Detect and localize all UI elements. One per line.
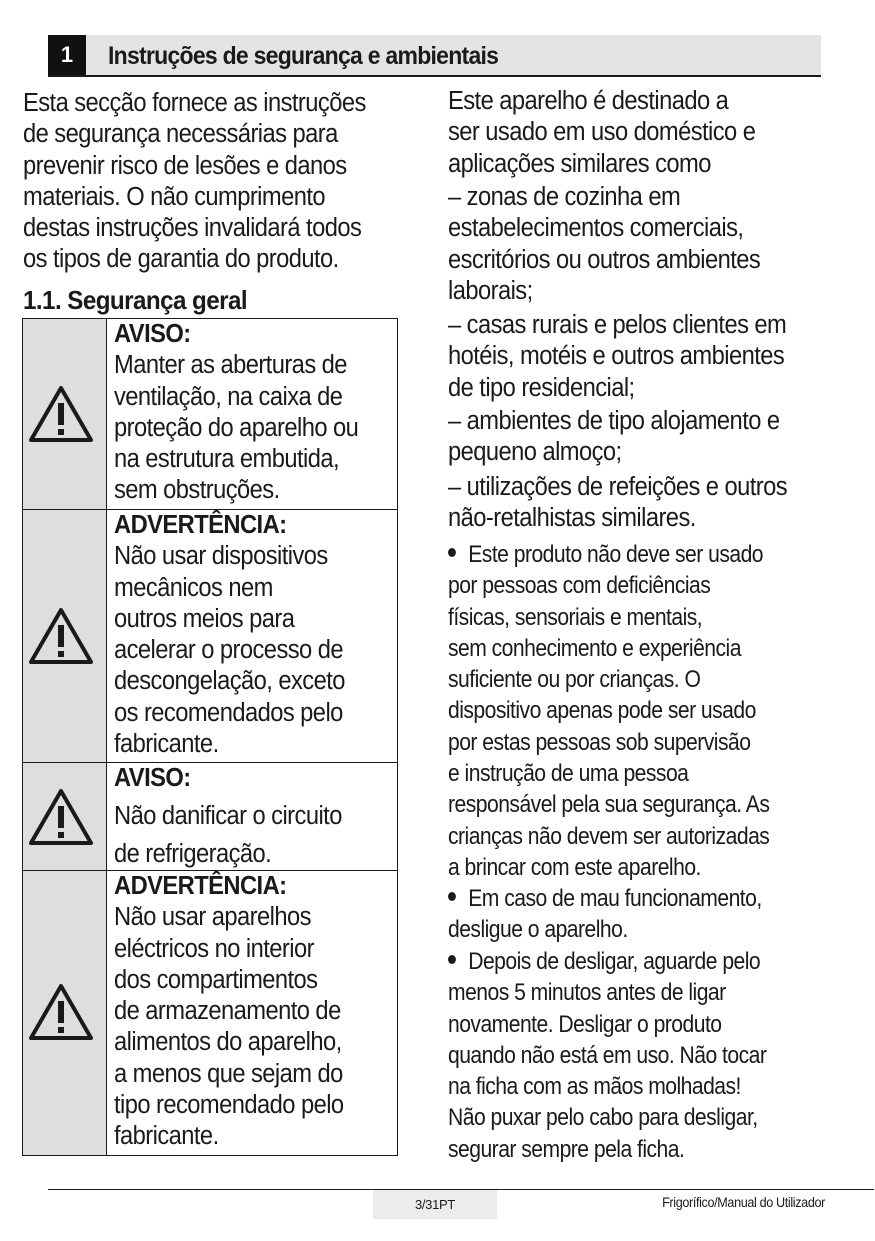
warning-line: a menos que sejam do xyxy=(114,1059,343,1088)
intro-line: destas instruções invalidará todos xyxy=(23,214,362,243)
warning-line: descongelação, exceto xyxy=(114,667,345,696)
section-title: Instruções de segurança e ambientais xyxy=(108,42,499,70)
text-line: suficiente ou por crianças. O xyxy=(448,666,701,694)
usage-item xyxy=(448,406,843,469)
text-line: sem conhecimento e experiência xyxy=(448,634,741,662)
warning-title: AVISO: xyxy=(114,320,191,348)
bullet-icon xyxy=(448,892,456,901)
warning-line: de refrigeração. xyxy=(114,839,272,868)
warning-triangle-icon xyxy=(28,607,94,665)
warning-icon-cell xyxy=(23,763,107,870)
intro-paragraph xyxy=(23,88,418,276)
warning-line: fabricante. xyxy=(114,730,219,759)
warning-line: sem obstruções. xyxy=(114,476,280,505)
text-line: estabelecimentos comerciais, xyxy=(448,214,744,243)
text-line: laborais; xyxy=(448,276,533,305)
intro-line: os tipos de garantia do produto. xyxy=(23,245,339,274)
intro-line: prevenir risco de lesões e danos xyxy=(23,151,347,180)
text-line: na ficha com as mãos molhadas! xyxy=(448,1073,741,1101)
text-line: escritórios ou outros ambientes xyxy=(448,245,761,274)
subsection-title: 1.1. Segurança geral xyxy=(23,285,248,315)
warning-line: os recomendados pelo xyxy=(114,698,343,727)
section-header xyxy=(48,35,821,77)
warning-line: Não usar aparelhos xyxy=(114,903,311,932)
warning-title: ADVERTÊNCIA: xyxy=(114,872,287,900)
warning-row xyxy=(23,763,397,871)
usage-item xyxy=(448,182,843,307)
warning-icon-cell xyxy=(23,871,107,1155)
warning-line: mecânicos nem xyxy=(114,573,273,602)
text-line: Este aparelho é destinado a xyxy=(448,87,729,115)
text-line: – zonas de cozinha em xyxy=(448,183,681,211)
text-line: físicas, sensoriais e mentais, xyxy=(448,603,703,631)
bullet-icon xyxy=(448,955,456,964)
text-line: por estas pessoas sob supervisão xyxy=(448,728,751,756)
text-line: Não puxar pelo cabo para desligar, xyxy=(448,1104,758,1132)
warning-row xyxy=(23,319,397,510)
warning-title: AVISO: xyxy=(114,764,191,792)
text-line: pequeno almoço; xyxy=(448,438,622,467)
text-line: hotéis, motéis e outros ambientes xyxy=(448,342,785,371)
warning-line: na estrutura embutida, xyxy=(114,445,340,474)
text-line: menos 5 minutos antes de ligar xyxy=(448,979,726,1007)
warning-icon-cell xyxy=(23,510,107,762)
warning-row xyxy=(23,510,397,763)
text-line: desligue o aparelho. xyxy=(448,916,628,944)
usage-item xyxy=(448,310,843,404)
warning-text xyxy=(114,510,399,760)
warning-title: ADVERTÊNCIA: xyxy=(114,511,287,539)
text-line: por pessoas com deficiências xyxy=(448,572,711,600)
text-line: quando não está em uso. Não tocar xyxy=(448,1041,767,1069)
bullet-item xyxy=(448,883,843,946)
text-line: novamente. Desligar o produto xyxy=(448,1010,722,1038)
warning-line: de armazenamento de xyxy=(114,997,341,1026)
warning-icon-cell xyxy=(23,319,107,509)
bullet-text: Este produto não deve ser usado xyxy=(468,541,764,568)
warning-text xyxy=(114,871,399,1153)
text-line: responsável pela sua segurança. As xyxy=(448,791,770,819)
intro-line: materiais. O não cumprimento xyxy=(23,182,326,211)
text-line: a brincar com este aparelho. xyxy=(448,853,701,881)
footer-title: Frigorífico/Manual do Utilizador xyxy=(662,1194,825,1210)
warning-line: tipo recomendado pelo xyxy=(114,1091,344,1120)
text-line: dispositivo apenas pode ser usado xyxy=(448,697,756,725)
text-line xyxy=(448,946,796,977)
warning-line: eléctricos no interior xyxy=(114,934,314,963)
warning-line: proteção do aparelho ou xyxy=(114,413,359,442)
warning-line: Não usar dispositivos xyxy=(114,542,328,571)
warning-line: Não danificar o circuito xyxy=(114,802,342,831)
warning-line: ventilação, na caixa de xyxy=(114,382,343,411)
intro-line: Esta secção fornece as instruções xyxy=(23,89,366,117)
section-number: 1 xyxy=(48,35,86,75)
warnings-table xyxy=(22,318,398,1156)
bullet-icon xyxy=(448,548,456,557)
intro-line: de segurança necessárias para xyxy=(23,120,338,149)
usage-intro xyxy=(448,86,843,180)
warning-line: alimentos do aparelho, xyxy=(114,1028,342,1057)
warning-triangle-icon xyxy=(28,983,94,1041)
page-number: 3/31PT xyxy=(373,1190,497,1219)
text-line: segurar sempre pela ficha. xyxy=(448,1135,685,1163)
warning-line: Manter as aberturas de xyxy=(114,351,347,380)
warning-text xyxy=(114,319,399,507)
warning-line: acelerar o processo de xyxy=(114,636,343,665)
text-line: de tipo residencial; xyxy=(448,373,635,402)
usage-item xyxy=(448,472,843,535)
text-line: – casas rurais e pelos clientes em xyxy=(448,311,787,339)
text-line: – ambientes de tipo alojamento e xyxy=(448,407,780,435)
bullet-text: Depois de desligar, aguarde pelo xyxy=(468,948,761,975)
text-line: – utilizações de refeições e outros xyxy=(448,473,788,501)
text-line: não-retalhistas similares. xyxy=(448,504,696,533)
text-line: ser usado em uso doméstico e xyxy=(448,118,756,147)
text-line xyxy=(448,539,796,570)
bullet-item xyxy=(448,946,843,1165)
text-line: e instrução de uma pessoa xyxy=(448,760,689,788)
warning-line: dos compartimentos xyxy=(114,965,318,994)
warning-triangle-icon xyxy=(28,385,94,443)
warning-triangle-icon xyxy=(28,788,94,846)
text-line: aplicações similares como xyxy=(448,149,711,178)
bullet-text: Em caso de mau funcionamento, xyxy=(468,885,762,912)
warning-line: fabricante. xyxy=(114,1122,219,1151)
warning-text xyxy=(114,763,399,870)
text-line xyxy=(448,883,796,914)
warning-row xyxy=(23,871,397,1155)
bullet-item xyxy=(448,539,843,883)
warning-line: outros meios para xyxy=(114,604,295,633)
text-line: crianças não devem ser autorizadas xyxy=(448,822,770,850)
